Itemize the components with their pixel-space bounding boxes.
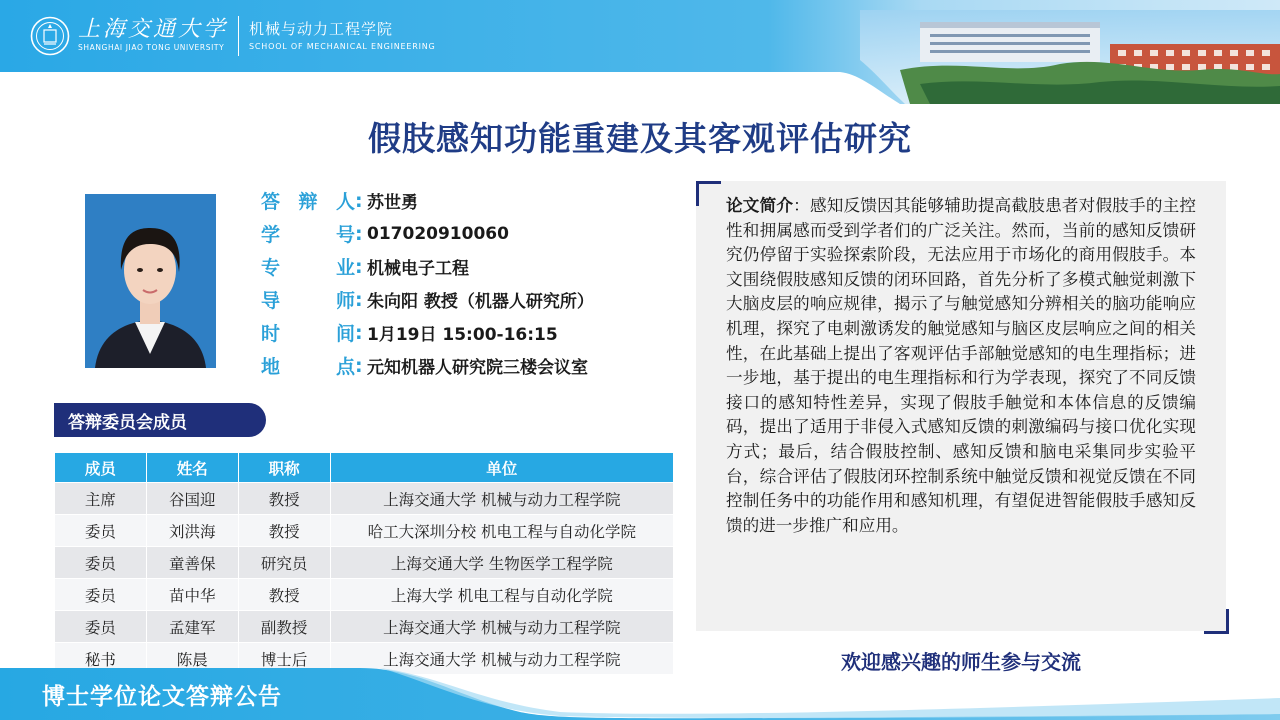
info-label: 学 号 [261,224,355,246]
abstract-body: ：感知反馈因其能够辅助提高截肢患者对假肢手的主控性和拥属感而受到学者们的广泛关注。然而，当前的感知反馈研究仍停留于实验探索阶段，无法应用于市场化的商用假肢手。本文围绕假肢感知反馈的闭环回路，首先分析了多模式触觉刺激下大脑皮层的响应规律，揭示了与触觉感知分辨相关的脑功能响应机理，探究了电刺激诱发的触觉感知与脑区皮层响应之间的相关性，在此基础上提出了客观评估手部触觉感知的电生理指标；进一步地，基于提出的电生理指标和行为学表现，探究了不同反馈接口的感知特性差异，实现了假肢手触觉和本体信息的反馈编码，提出了适用于非侵入式感知反馈的刺激编码与接口优化实现方式；最后，结合假肢控制、感知反馈和脑电采集同步实验平台，综合评估了假肢闭环控制系统中触觉反馈和视觉反馈在不同控制任务中的功能作用和感知机理，有望促进智能假肢手感知反馈的进一步推广和应用。 [726,196,1196,535]
university-name-en: SHANGHAI JIAO TONG UNIVERSITY [78,43,225,52]
logo-divider [238,16,239,56]
bracket-bottom-right [1204,609,1229,634]
table-cell: 谷国迎 [146,483,238,515]
info-label: 导 师 [261,290,355,312]
committee-heading: 答辩委员会成员 [54,403,266,437]
table-cell: 教授 [238,515,330,547]
info-row-major: 专 业 : 机械电子工程 [261,250,594,283]
table-cell: 委员 [55,547,147,579]
info-row-candidate: 答 辩 人 : 苏世勇 [261,184,594,217]
defense-location: 元知机器人研究院三楼会议室 [367,358,588,378]
table-cell: 上海交通大学 生物医学工程学院 [330,547,673,579]
table-cell: 孟建军 [146,611,238,643]
table-cell: 博士后 [238,643,330,675]
column-header: 职称 [238,453,330,483]
table-cell: 教授 [238,483,330,515]
info-label: 地 点 [261,356,355,378]
table-cell: 委员 [55,515,147,547]
school-name-cn: 机械与动力工程学院 [249,20,394,38]
candidate-name: 苏世勇 [367,193,418,213]
candidate-info [261,184,594,382]
info-label: 答 辩 人 [261,191,355,213]
info-row-advisor: 导 师 : 朱向阳 教授（机器人研究所） [261,283,594,316]
table-cell: 副教授 [238,611,330,643]
info-row-location: 地 点 : 元知机器人研究院三楼会议室 [261,349,594,382]
table-row [55,515,674,547]
column-header: 单位 [330,453,673,483]
advisor: 朱向阳 教授（机器人研究所） [367,292,594,312]
abstract-label: 论文简介 [726,196,794,215]
table-cell: 委员 [55,579,147,611]
table-cell: 上海交通大学 机械与动力工程学院 [330,483,673,515]
student-id: 017020910060 [367,223,509,244]
table-row [55,579,674,611]
column-header: 成员 [55,453,147,483]
committee-table [54,452,674,675]
table-cell: 研究员 [238,547,330,579]
table-cell: 上海交通大学 机械与动力工程学院 [330,643,673,675]
school-name-en: SCHOOL OF MECHANICAL ENGINEERING [249,42,436,51]
footer-title: 博士学位论文答辩公告 [42,683,282,710]
table-cell: 上海大学 机电工程与自动化学院 [330,579,673,611]
candidate-photo [85,194,216,368]
major: 机械电子工程 [367,259,469,279]
table-cell: 秘书 [55,643,147,675]
column-header: 姓名 [146,453,238,483]
defense-time: 1月19日 15:00-16:15 [367,325,558,345]
thesis-title: 假肢感知功能重建及其客观评估研究 [368,119,912,158]
table-cell: 苗中华 [146,579,238,611]
table-cell: 上海交通大学 机械与动力工程学院 [330,611,673,643]
info-label: 专 业 [261,257,355,279]
table-cell: 童善保 [146,547,238,579]
table-cell: 陈晨 [146,643,238,675]
header-banner [0,0,1280,104]
table-cell: 刘洪海 [146,515,238,547]
table-cell: 教授 [238,579,330,611]
table-row [55,611,674,643]
campus-building-image [860,10,1280,104]
abstract-text [726,194,1196,538]
welcome-message: 欢迎感兴趣的师生参与交流 [841,650,1081,674]
info-row-time: 时 间 : 1月19日 15:00-16:15 [261,316,594,349]
table-cell: 主席 [55,483,147,515]
table-cell: 委员 [55,611,147,643]
table-row [55,547,674,579]
table-row [55,483,674,515]
bracket-top-left [696,181,721,206]
university-logo [30,14,436,58]
info-label: 时 间 [261,323,355,345]
university-name-cn: 上海交通大学 [78,17,229,42]
info-row-student-id: 学 号 : 017020910060 [261,217,594,250]
table-header-row [55,453,674,483]
table-cell: 哈工大深圳分校 机电工程与自动化学院 [330,515,673,547]
university-seal-icon [30,16,70,56]
